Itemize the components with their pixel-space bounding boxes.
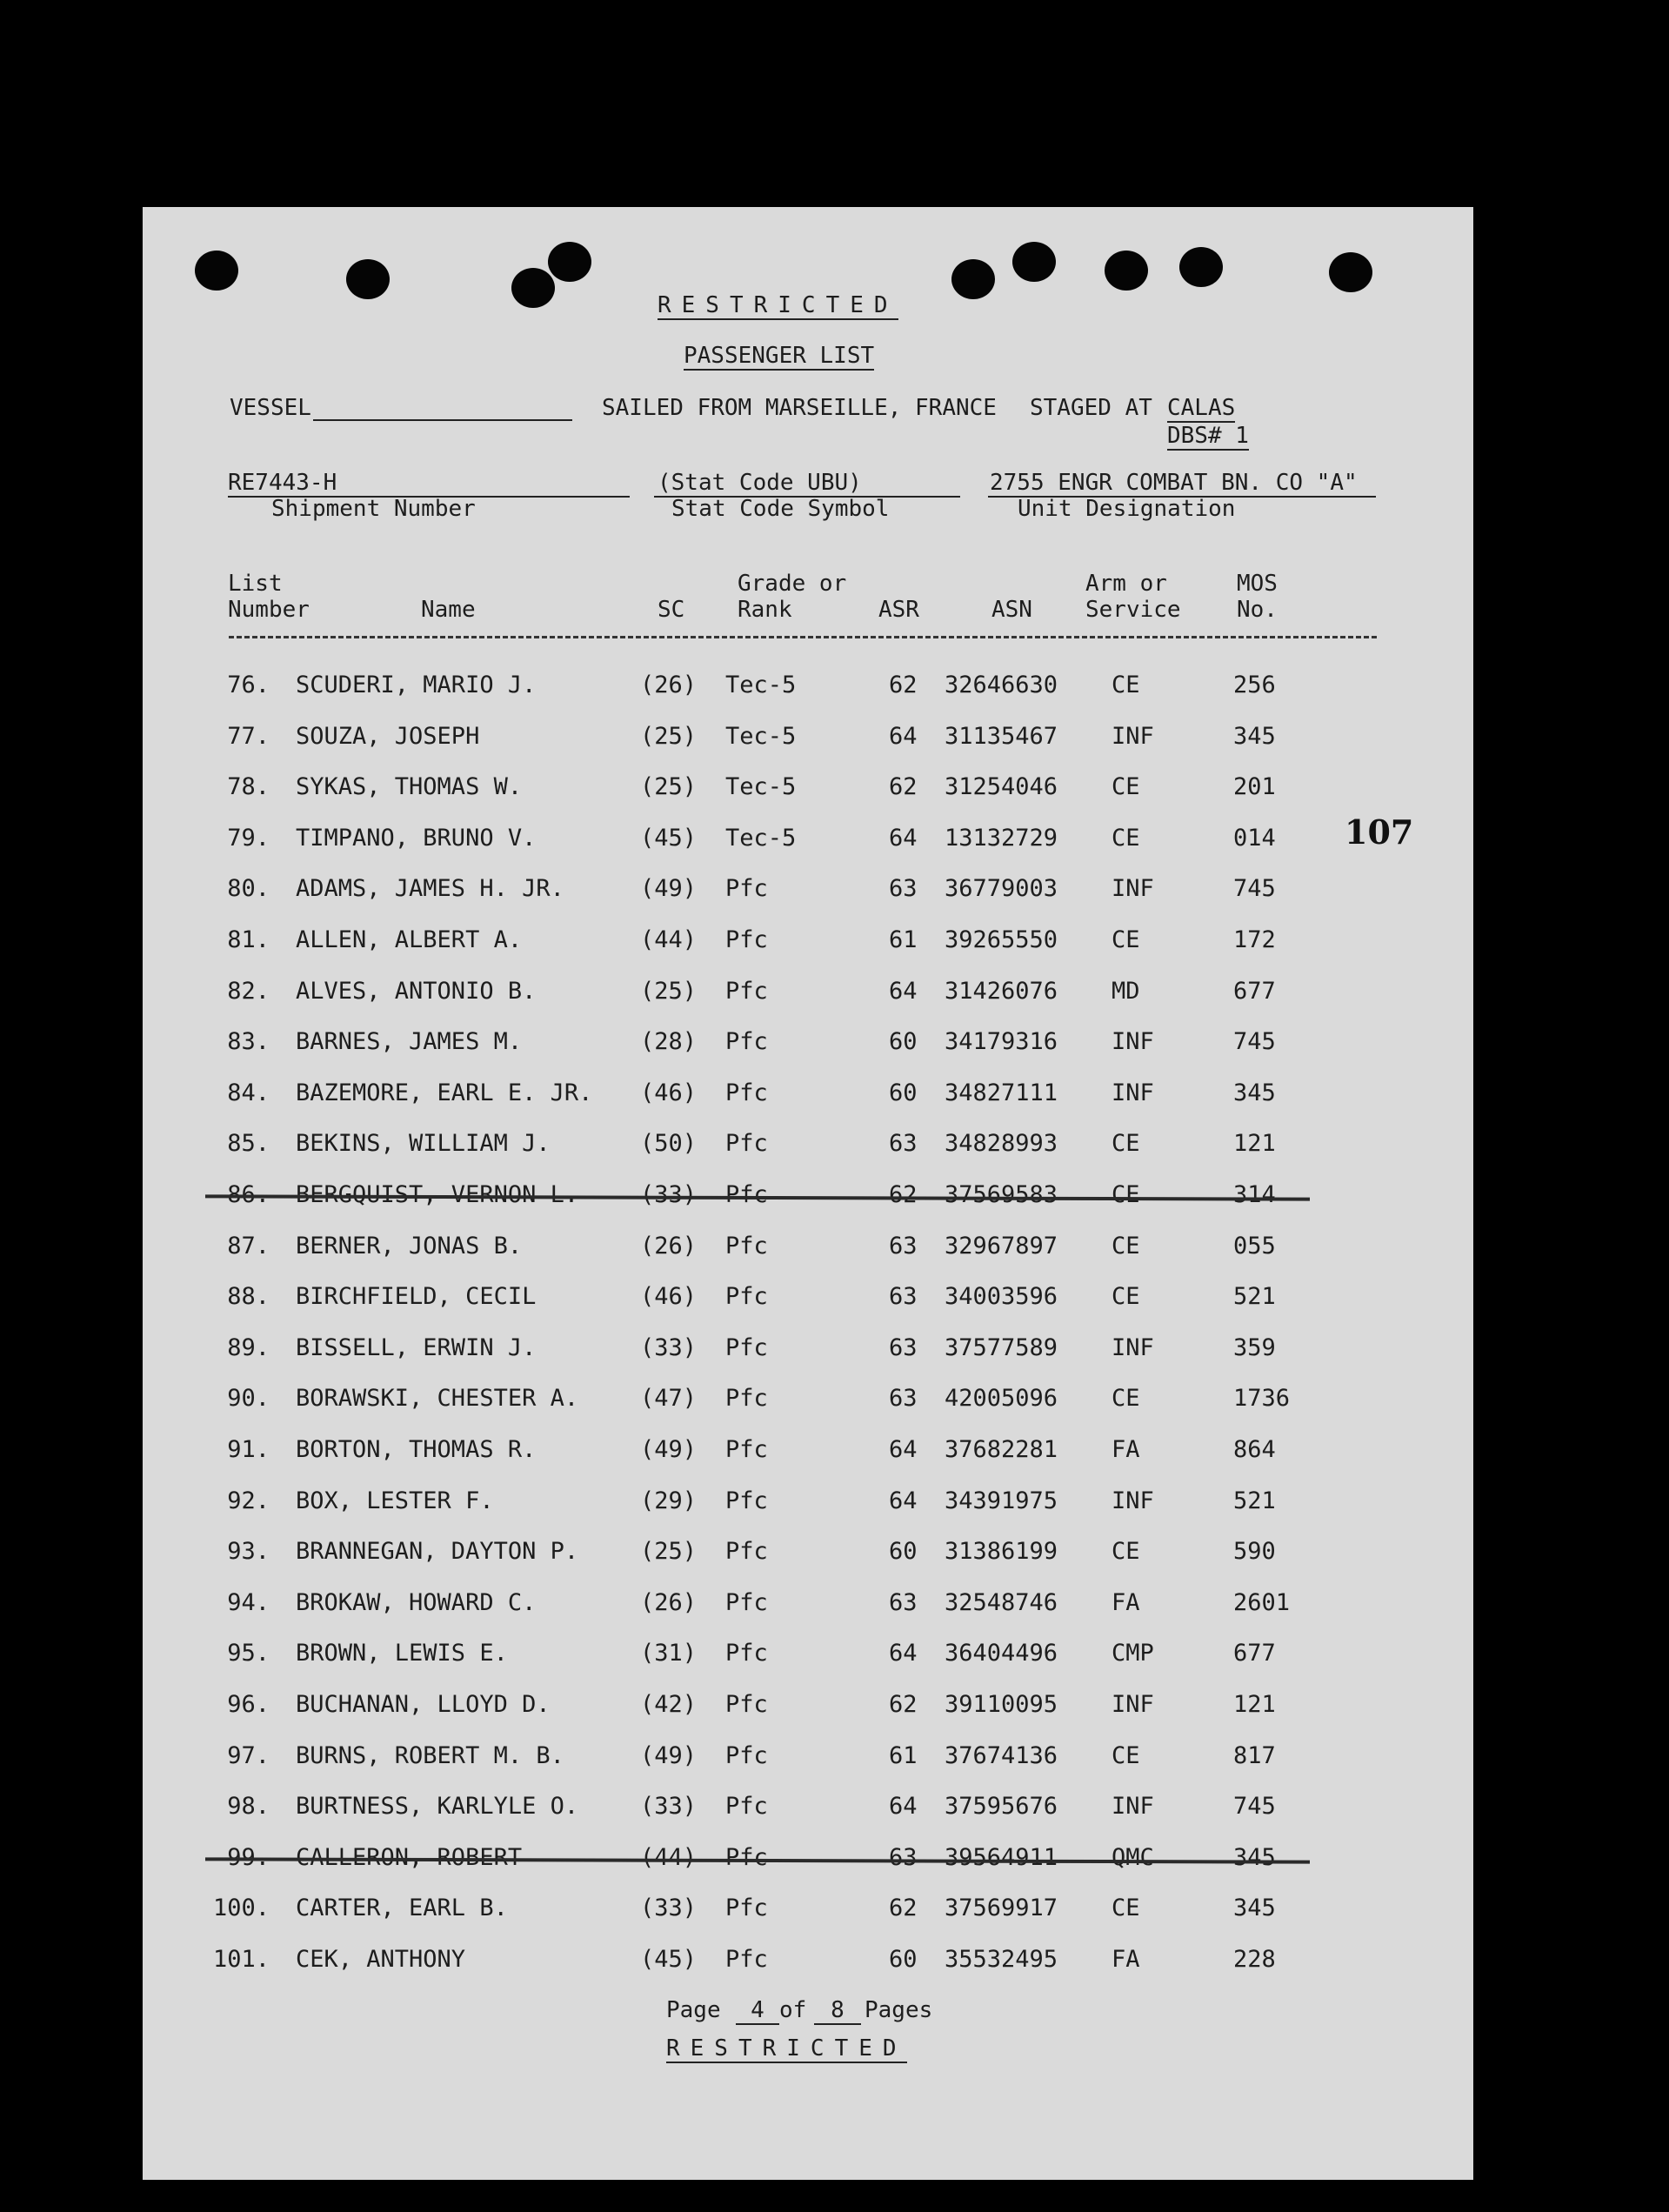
table-row — [0, 1789, 1669, 1824]
punch-hole — [346, 259, 390, 299]
mos-number: 745 — [1233, 1793, 1276, 1820]
sc-code: (44) — [640, 1844, 698, 1871]
mos-number: 1736 — [1233, 1385, 1291, 1412]
arm-service: INF — [1112, 875, 1154, 902]
arm-service: INF — [1112, 1079, 1154, 1106]
restricted-header: RESTRICTED — [658, 292, 898, 318]
list-number: 86. — [227, 1181, 270, 1208]
mos-number: 014 — [1233, 825, 1276, 852]
passenger-name: BERGQUIST, VERNON L. — [296, 1181, 579, 1208]
asr: 63 — [889, 1334, 918, 1361]
list-number: 95. — [227, 1640, 270, 1667]
asr: 62 — [889, 672, 918, 698]
passenger-name: BEKINS, WILLIAM J. — [296, 1130, 551, 1157]
list-number: 100. — [212, 1895, 270, 1921]
asr: 61 — [889, 926, 918, 953]
mos-number: 172 — [1233, 926, 1276, 953]
list-number: 91. — [227, 1436, 270, 1463]
list-number: 87. — [227, 1233, 270, 1260]
asn: 37569917 — [945, 1895, 1058, 1921]
sc-code: (46) — [640, 1283, 698, 1310]
arm-service: FA — [1112, 1946, 1140, 1973]
list-number: 83. — [227, 1028, 270, 1055]
col-asn: ASN — [991, 597, 1032, 623]
passenger-name: SYKAS, THOMAS W. — [296, 773, 523, 800]
asn: 31135467 — [945, 723, 1058, 750]
asr: 64 — [889, 1793, 918, 1820]
sc-code: (25) — [640, 1538, 698, 1565]
arm-service: MD — [1112, 978, 1140, 1005]
asn: 37577589 — [945, 1334, 1058, 1361]
stat-code-label: Stat Code Symbol — [671, 496, 890, 522]
grade-rank: Pfc — [725, 1742, 768, 1769]
passenger-name: ADAMS, JAMES H. JR. — [296, 875, 564, 902]
mos-number: 314 — [1233, 1181, 1276, 1208]
passenger-name: BURNS, ROBERT M. B. — [296, 1742, 564, 1769]
asn: 34828993 — [945, 1130, 1058, 1157]
arm-service: CE — [1112, 672, 1140, 698]
passenger-name: BAZEMORE, EARL E. JR. — [296, 1079, 593, 1106]
arm-service: CE — [1112, 1130, 1140, 1157]
asr: 63 — [889, 1844, 918, 1871]
table-row — [0, 1841, 1669, 1875]
asn: 42005096 — [945, 1385, 1058, 1412]
table-row — [0, 821, 1669, 856]
list-number: 89. — [227, 1334, 270, 1361]
list-number: 96. — [227, 1691, 270, 1718]
table-row — [0, 668, 1669, 703]
list-number: 98. — [227, 1793, 270, 1820]
list-number: 80. — [227, 875, 270, 902]
list-number: 90. — [227, 1385, 270, 1412]
passenger-name: BOX, LESTER F. — [296, 1487, 494, 1514]
col-grade-2: Rank — [738, 597, 792, 623]
shipment-number-label: Shipment Number — [271, 496, 476, 522]
table-row — [0, 1484, 1669, 1519]
passenger-name: BRANNEGAN, DAYTON P. — [296, 1538, 579, 1565]
sc-code: (25) — [640, 978, 698, 1005]
table-row — [0, 974, 1669, 1009]
list-number: 78. — [227, 773, 270, 800]
asn: 39110095 — [945, 1691, 1058, 1718]
table-row — [0, 1534, 1669, 1569]
arm-service: CE — [1112, 926, 1140, 953]
asn: 31426076 — [945, 978, 1058, 1005]
restricted-footer: RESTRICTED — [666, 2035, 907, 2062]
asn: 34003596 — [945, 1283, 1058, 1310]
mos-number: 817 — [1233, 1742, 1276, 1769]
stat-code: (Stat Code UBU) — [658, 470, 862, 496]
punch-hole — [195, 251, 238, 291]
punch-hole — [511, 268, 555, 308]
table-row — [0, 1076, 1669, 1111]
list-number: 97. — [227, 1742, 270, 1769]
grade-rank: Pfc — [725, 1793, 768, 1820]
grade-rank: Pfc — [725, 1691, 768, 1718]
sc-code: (49) — [640, 1742, 698, 1769]
arm-service: CMP — [1112, 1640, 1154, 1667]
mos-number: 121 — [1233, 1130, 1276, 1157]
punch-hole — [1105, 251, 1148, 291]
mos-number: 2601 — [1233, 1589, 1291, 1616]
asn: 32548746 — [945, 1589, 1058, 1616]
passenger-name: BROWN, LEWIS E. — [296, 1640, 508, 1667]
asr: 60 — [889, 1538, 918, 1565]
table-row — [0, 1178, 1669, 1213]
passenger-name: CEK, ANTHONY — [296, 1946, 466, 1973]
asn: 34827111 — [945, 1079, 1058, 1106]
asr: 62 — [889, 1895, 918, 1921]
arm-service: CE — [1112, 825, 1140, 852]
mos-number: 864 — [1233, 1436, 1276, 1463]
list-number: 79. — [227, 825, 270, 852]
mos-number: 201 — [1233, 773, 1276, 800]
asr: 63 — [889, 875, 918, 902]
page-title: PASSENGER LIST — [684, 343, 875, 369]
list-number: 88. — [227, 1283, 270, 1310]
grade-rank: Pfc — [725, 1895, 768, 1921]
list-number: 99. — [227, 1844, 270, 1871]
mos-number: 677 — [1233, 978, 1276, 1005]
arm-service: CE — [1112, 773, 1140, 800]
passenger-name: TIMPANO, BRUNO V. — [296, 825, 537, 852]
asr: 60 — [889, 1079, 918, 1106]
asn: 37569583 — [945, 1181, 1058, 1208]
asn: 32646630 — [945, 672, 1058, 698]
sc-code: (44) — [640, 926, 698, 953]
list-number: 93. — [227, 1538, 270, 1565]
asr: 63 — [889, 1283, 918, 1310]
asn: 39265550 — [945, 926, 1058, 953]
table-row — [0, 1942, 1669, 1977]
list-number: 94. — [227, 1589, 270, 1616]
sc-code: (25) — [640, 773, 698, 800]
sc-code: (45) — [640, 825, 698, 852]
sc-code: (42) — [640, 1691, 698, 1718]
col-mos-2: No. — [1237, 597, 1278, 623]
sc-code: (33) — [640, 1181, 698, 1208]
mos-number: 677 — [1233, 1640, 1276, 1667]
passenger-name: BIRCHFIELD, CECIL — [296, 1283, 537, 1310]
mos-number: 359 — [1233, 1334, 1276, 1361]
table-row — [0, 1891, 1669, 1926]
asr: 64 — [889, 825, 918, 852]
grade-rank: Pfc — [725, 1640, 768, 1667]
asr: 64 — [889, 978, 918, 1005]
list-number: 84. — [227, 1079, 270, 1106]
list-number: 101. — [212, 1946, 270, 1973]
table-row — [0, 1739, 1669, 1774]
staged-at-label: STAGED AT — [1030, 395, 1152, 421]
asr: 64 — [889, 1487, 918, 1514]
grade-rank: Pfc — [725, 1181, 768, 1208]
sc-code: (29) — [640, 1487, 698, 1514]
table-row — [0, 923, 1669, 958]
passenger-name: BERNER, JONAS B. — [296, 1233, 523, 1260]
list-number: 77. — [227, 723, 270, 750]
grade-rank: Pfc — [725, 1589, 768, 1616]
mos-number: 590 — [1233, 1538, 1276, 1565]
punch-hole — [1329, 252, 1372, 292]
asn: 37595676 — [945, 1793, 1058, 1820]
mos-number: 521 — [1233, 1487, 1276, 1514]
punch-hole — [1179, 247, 1223, 287]
grade-rank: Pfc — [725, 1079, 768, 1106]
passenger-name: CARTER, EARL B. — [296, 1895, 508, 1921]
arm-service: INF — [1112, 1028, 1154, 1055]
passenger-name: SOUZA, JOSEPH — [296, 723, 480, 750]
passenger-name: BISSELL, ERWIN J. — [296, 1334, 537, 1361]
unit-designation-label: Unit Designation — [1018, 496, 1236, 522]
mos-number: 345 — [1233, 1079, 1276, 1106]
arm-service: CE — [1112, 1283, 1140, 1310]
mos-number: 345 — [1233, 723, 1276, 750]
grade-rank: Tec-5 — [725, 773, 797, 800]
arm-service: FA — [1112, 1589, 1140, 1616]
arm-service: INF — [1112, 1793, 1154, 1820]
col-arm-1: Arm or — [1085, 571, 1167, 597]
passenger-name: CALLERON, ROBERT — [296, 1844, 523, 1871]
footer-page-total: 8 — [814, 1997, 861, 2025]
asr: 63 — [889, 1589, 918, 1616]
grade-rank: Pfc — [725, 978, 768, 1005]
passenger-name: SCUDERI, MARIO J. — [296, 672, 537, 698]
staged-at-value: CALAS — [1167, 395, 1236, 421]
dbs-number: DBS# 1 — [1167, 423, 1249, 449]
mos-number: 345 — [1233, 1844, 1276, 1871]
col-asr: ASR — [878, 597, 919, 623]
table-row — [0, 872, 1669, 906]
asr: 64 — [889, 1640, 918, 1667]
grade-rank: Pfc — [725, 1385, 768, 1412]
grade-rank: Pfc — [725, 1436, 768, 1463]
passenger-name: BURTNESS, KARLYLE O. — [296, 1793, 579, 1820]
col-sc: SC — [658, 597, 685, 623]
sc-code: (33) — [640, 1334, 698, 1361]
mos-number: 745 — [1233, 1028, 1276, 1055]
col-list-number-1: List — [228, 571, 283, 597]
mos-number: 521 — [1233, 1283, 1276, 1310]
header-divider — [229, 636, 1377, 638]
asn: 37682281 — [945, 1436, 1058, 1463]
asn: 39564911 — [945, 1844, 1058, 1871]
arm-service: FA — [1112, 1436, 1140, 1463]
arm-service: CE — [1112, 1385, 1140, 1412]
asr: 62 — [889, 1691, 918, 1718]
col-list-number-2: Number — [228, 597, 310, 623]
sc-code: (25) — [640, 723, 698, 750]
mos-number: 256 — [1233, 672, 1276, 698]
grade-rank: Pfc — [725, 1283, 768, 1310]
mos-number: 055 — [1233, 1233, 1276, 1260]
list-number: 82. — [227, 978, 270, 1005]
sc-code: (33) — [640, 1895, 698, 1921]
arm-service: INF — [1112, 1691, 1154, 1718]
asr: 60 — [889, 1946, 918, 1973]
grade-rank: Tec-5 — [725, 723, 797, 750]
sailed-from: SAILED FROM MARSEILLE, FRANCE — [602, 395, 997, 421]
table-row — [0, 1280, 1669, 1314]
punch-hole — [548, 242, 591, 282]
table-row — [0, 719, 1669, 754]
passenger-name: BROKAW, HOWARD C. — [296, 1589, 537, 1616]
table-row — [0, 1229, 1669, 1264]
arm-service: INF — [1112, 1334, 1154, 1361]
vessel-label: VESSEL — [230, 395, 311, 421]
asr: 62 — [889, 773, 918, 800]
asr: 60 — [889, 1028, 918, 1055]
sc-code: (46) — [640, 1079, 698, 1106]
list-number: 85. — [227, 1130, 270, 1157]
asr: 61 — [889, 1742, 918, 1769]
arm-service: CE — [1112, 1181, 1140, 1208]
grade-rank: Pfc — [725, 1334, 768, 1361]
sc-code: (49) — [640, 1436, 698, 1463]
mos-number: 228 — [1233, 1946, 1276, 1973]
footer-pages-label: Pages — [865, 1997, 933, 2023]
grade-rank: Pfc — [725, 875, 768, 902]
asn: 34391975 — [945, 1487, 1058, 1514]
asn: 36404496 — [945, 1640, 1058, 1667]
table-row — [0, 1586, 1669, 1621]
asr: 64 — [889, 723, 918, 750]
table-row — [0, 1636, 1669, 1671]
passenger-name: BORAWSKI, CHESTER A. — [296, 1385, 579, 1412]
col-mos-1: MOS — [1237, 571, 1278, 597]
footer-page-num: 4 — [736, 1997, 779, 2025]
footer-of-label: of — [779, 1997, 807, 2023]
arm-service: INF — [1112, 1487, 1154, 1514]
grade-rank: Pfc — [725, 926, 768, 953]
grade-rank: Pfc — [725, 1233, 768, 1260]
asn: 31254046 — [945, 773, 1058, 800]
sc-code: (28) — [640, 1028, 698, 1055]
arm-service: INF — [1112, 723, 1154, 750]
col-grade-1: Grade or — [738, 571, 847, 597]
grade-rank: Pfc — [725, 1946, 768, 1973]
vessel-blank — [313, 419, 572, 421]
grade-rank: Pfc — [725, 1130, 768, 1157]
sc-code: (47) — [640, 1385, 698, 1412]
grade-rank: Pfc — [725, 1538, 768, 1565]
table-row — [0, 1381, 1669, 1416]
mos-number: 745 — [1233, 875, 1276, 902]
passenger-name: ALVES, ANTONIO B. — [296, 978, 537, 1005]
passenger-name: BORTON, THOMAS R. — [296, 1436, 537, 1463]
punch-hole — [1012, 242, 1056, 282]
arm-service: CE — [1112, 1233, 1140, 1260]
unit-designation: 2755 ENGR COMBAT BN. CO "A" — [990, 470, 1358, 496]
asn: 31386199 — [945, 1538, 1058, 1565]
sc-code: (31) — [640, 1640, 698, 1667]
sc-code: (26) — [640, 672, 698, 698]
col-name: Name — [421, 597, 476, 623]
sc-code: (26) — [640, 1589, 698, 1616]
sc-code: (49) — [640, 875, 698, 902]
arm-service: CE — [1112, 1742, 1140, 1769]
table-row — [0, 1126, 1669, 1161]
asn: 37674136 — [945, 1742, 1058, 1769]
table-row — [0, 770, 1669, 805]
sc-code: (26) — [640, 1233, 698, 1260]
margin-page-number: 107 — [1345, 812, 1414, 852]
mos-number: 121 — [1233, 1691, 1276, 1718]
grade-rank: Pfc — [725, 1028, 768, 1055]
footer-page-label: Page — [666, 1997, 721, 2023]
list-number: 92. — [227, 1487, 270, 1514]
asn: 36779003 — [945, 875, 1058, 902]
sc-code: (50) — [640, 1130, 698, 1157]
sc-code: (33) — [640, 1793, 698, 1820]
col-arm-2: Service — [1085, 597, 1181, 623]
grade-rank: Tec-5 — [725, 672, 797, 698]
arm-service: CE — [1112, 1895, 1140, 1921]
punch-hole — [951, 259, 995, 299]
asn: 35532495 — [945, 1946, 1058, 1973]
table-row — [0, 1687, 1669, 1722]
mos-number: 345 — [1233, 1895, 1276, 1921]
list-number: 81. — [227, 926, 270, 953]
grade-rank: Pfc — [725, 1844, 768, 1871]
asr: 63 — [889, 1233, 918, 1260]
grade-rank: Pfc — [725, 1487, 768, 1514]
asr: 63 — [889, 1385, 918, 1412]
asn: 13132729 — [945, 825, 1058, 852]
table-row — [0, 1025, 1669, 1059]
asr: 63 — [889, 1130, 918, 1157]
shipment-number: RE7443-H — [228, 470, 337, 496]
asn: 34179316 — [945, 1028, 1058, 1055]
arm-service: QMC — [1112, 1844, 1154, 1871]
list-number: 76. — [227, 672, 270, 698]
asn: 32967897 — [945, 1233, 1058, 1260]
asr: 64 — [889, 1436, 918, 1463]
table-row — [0, 1331, 1669, 1366]
grade-rank: Tec-5 — [725, 825, 797, 852]
passenger-name: BUCHANAN, LLOYD D. — [296, 1691, 551, 1718]
sc-code: (45) — [640, 1946, 698, 1973]
table-row — [0, 1433, 1669, 1467]
arm-service: CE — [1112, 1538, 1140, 1565]
passenger-name: ALLEN, ALBERT A. — [296, 926, 523, 953]
passenger-name: BARNES, JAMES M. — [296, 1028, 523, 1055]
asr: 62 — [889, 1181, 918, 1208]
